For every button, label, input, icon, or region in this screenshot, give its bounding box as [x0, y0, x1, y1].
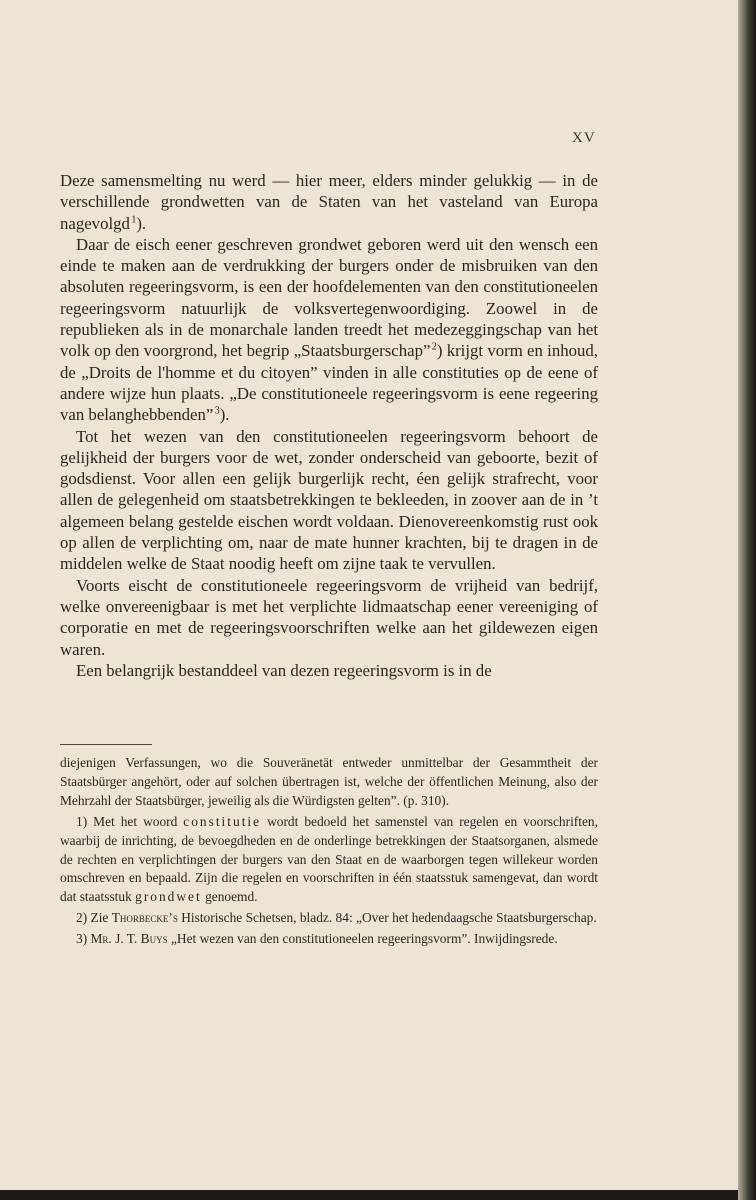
footnote-3: 3) Mr. J. T. Buys „Het wezen van den constitutioneelen regeeringsvorm”. Inwijdingsrede. [76, 931, 558, 947]
footnote-ref-3: 3 [214, 405, 220, 417]
footnote-rule [60, 744, 152, 745]
footnote-continuation: diejenigen Verfassungen, wo die Souveränetät entweder unmittelbar der Gesammtheit der Staatsbürger angehört, oder auf solchen übertragen ist, welche der öffentlichen Meinung, also der Mehrzahl der Staatsbürger, jeweilig als die Würdigsten gelten”. (p. 310). [60, 755, 598, 808]
page-number: XV [572, 130, 596, 146]
footnote-ref-2: 2 [431, 341, 437, 353]
paragraph-2: Daar de eisch eener geschreven grondwet geboren werd uit den wensch een einde te maken aan de verdrukking der burgers onder de misbruiken van den absoluten regeeringsvorm, is een der hoofdelementen van den constitutioneelen regeeringsvorm natuurlijk de volksvertegenwoordiging. Zoowel in de republieken als in de monarchale landen treedt het medezeggingschap van het volk op den voorgrond, het begrip „Staatsburgerschap” $^2$) krijgt vorm en inhoud, de „Droits de l'homme et du citoyen” vinden in alle constituties op de eene of andere wijze hun plaats. „De constitutioneele regeeringsvorm is eene regeering van belanghebbenden” $^3$). [60, 234, 598, 425]
paragraph-5: Een belangrijk bestanddeel van dezen regeeringsvorm is in de [76, 660, 492, 680]
footnote-2: 2) Zie Thorbecke’s Historische Schetsen, bladz. 84: „Over het hedendaagsche Staatsburgerschap. [76, 910, 597, 926]
footnote-ref-1: 1 [131, 214, 137, 225]
paragraph-4: Voorts eischt de constitutioneele regeeringsvorm de vrijheid van bedrijf, welke onvereenigbaar is met het verplichte lidmaatschap eener vereeniging of corporatie en met de regeeringsvoorschriften welke aan het gildewezen eigen waren. [60, 575, 598, 659]
page-edge-shadow [738, 0, 756, 1200]
footnote-1: 1) Met het woord constitutie wordt bedoeld het samenstel van regelen en voorschriften, waarbij de inrichting, de bevoegdheden en de onderlinge betrekkingen der Staatsorganen, alsmede de rechten en verplichtingen der burgers van den Staat en de waarborgen tegen willekeur worden omschreven en bepaald. Zijn die regelen en voorschriften in één staatsstuk samengevat, dan wordt dat staatsstuk grondwet genoemd. [60, 813, 598, 905]
main-text [60, 170, 598, 681]
paragraph-3: Tot het wezen van den constitutioneelen regeeringsvorm behoort de gelijkheid der burgers voor de wet, zonder onderscheid van geboorte, bezit of godsdienst. Voor allen een gelijk burgerlijk recht, éen gelijk strafrecht, voor allen de gelegenheid om staatsbetrekkingen te bekleeden, in zoover aan de in ’t algemeen belang gestelde eischen wordt voldaan. Dienovereenkomstig rust ook op allen de verplichting om, naar de mate hunner krachten, bij te dragen in de middelen welke de Staat noodig heeft om zijne taak te vervullen. [60, 426, 598, 574]
footnotes [60, 754, 598, 951]
paragraph-1: Deze samensmelting nu werd — hier meer, elders minder gelukkig — in de verschillende grondwetten van de Staten van het vasteland van Europa nagevolgd $^1$). [60, 171, 598, 233]
